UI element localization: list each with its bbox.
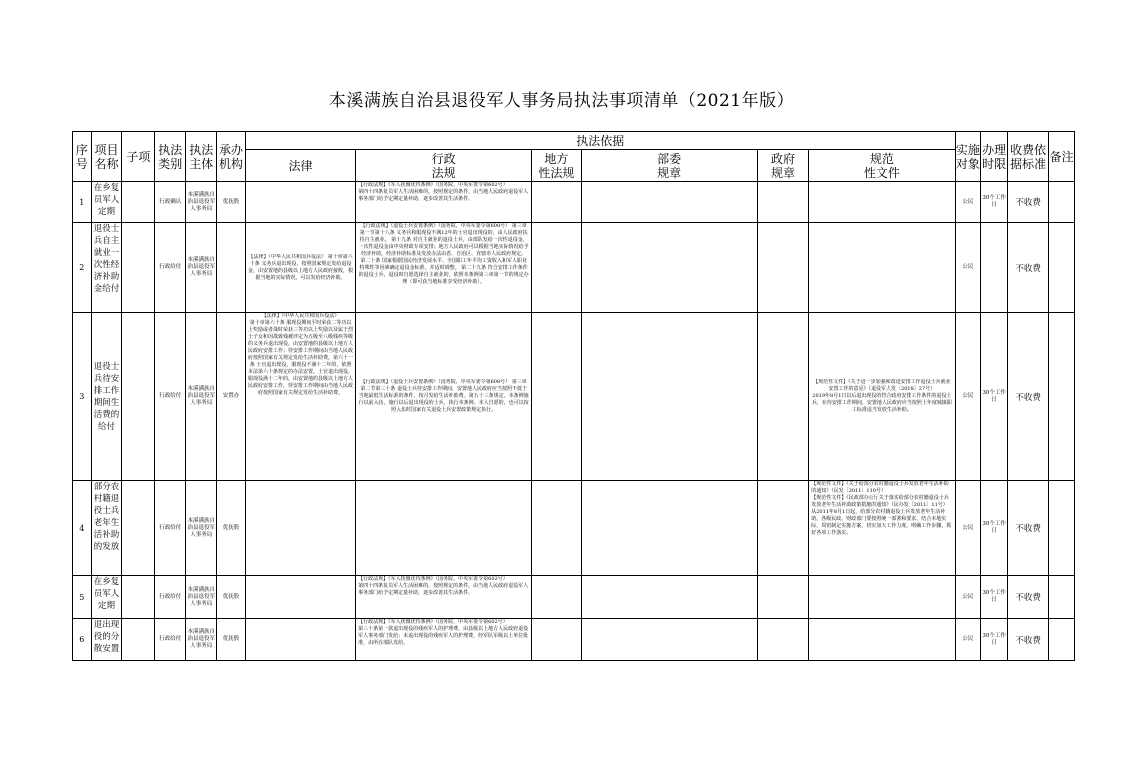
row-time-limit [981,223,1008,313]
table-row [73,481,1075,576]
row-basis-dept [581,576,757,619]
row-law-subject: 本溪满族自治县退役军人事务局 [186,619,217,661]
row-time-limit: 30个工作日 [981,619,1008,661]
row-host-org: 安置办 [217,313,246,481]
row-fee: 不收费 [1008,576,1049,619]
row-basis-admin: 【行政法规】《军人抚恤优待条例》（国务院、中央军委令第602号） 第四十四条复员军人生活困难的，按照规定的条件，由当地人民政府退役军人事务部门给予定期定量补助，逐步改善其生活条件。 [358,182,529,202]
row-target: 公民 [955,313,981,481]
row-basis-dept [581,223,757,313]
header-basis-gov: 政府 规章 [757,150,808,182]
row-seq: 4 [73,481,92,576]
header-host-org: 承办机构 [217,132,246,182]
table-row [73,182,1075,223]
row-host-org: 优抚股 [217,481,246,576]
row-target: 公民 [955,182,981,223]
header-fee-basis: 收费依据标准 [1008,132,1049,182]
row-basis-norm [809,619,955,661]
row-basis-norm [809,182,955,223]
row-basis-admin: 【行政法规】《军人抚恤优待条例》（国务院、中央军委令第602号） 第三十条第一款退出现役的残疾军人的护理费，由县级以上地方人民政府退役军人事务部门发给；未退出现役的残疾军人的护理费，经军队军级以上单位批准，由所在部队发给。 [358,619,529,646]
row-item-name: 部分农村籍退役士兵老年生活补助的发放 [93,482,120,552]
row-law-type: 行政给付 [155,576,186,619]
row-law-subject: 本溪满族自治县退役军人事务局 [186,481,217,576]
row-item-name: 退役士兵待安排工作期间生活费的给付 [93,361,120,432]
row-seq: 1 [73,182,92,223]
row-fee: 不收费 [1008,481,1049,576]
row-sub-item [122,223,155,313]
row-time-limit: 30个工作日 [981,182,1008,223]
header-item-name: 项目名称 [91,132,122,182]
row-remark [1049,481,1075,576]
header-basis-law: 法律 [245,150,355,182]
row-law-type: 行政给付 [155,223,186,313]
header-seq: 序号 [73,132,92,182]
row-basis-law [245,576,355,619]
row-basis-dept [581,619,757,661]
row-law-subject: 本溪满族自治县退役军人事务局 [186,182,217,223]
row-basis-gov [757,223,808,313]
row-sub-item [122,481,155,576]
row-sub-item [122,619,155,661]
row-basis-law [245,182,355,223]
header-law-basis: 执法依据 [245,132,955,150]
header-target: 实施对象 [955,132,981,182]
row-basis-dept [581,313,757,481]
header-time-limit: 办理时限 [981,132,1008,182]
row-remark [1049,182,1075,223]
row-basis-gov [757,182,808,223]
row-item-name: 退出现役的分散安置 [93,620,120,654]
row-sub-item [122,182,155,223]
header-basis-norm: 规范 性文件 [809,150,955,182]
row-seq: 2 [73,223,92,313]
row-fee: 不收费 [1008,223,1049,313]
row-target: 公民 [955,576,981,619]
row-law-type: 行政给付 [155,619,186,661]
row-host-org [217,223,246,313]
row-basis-norm: 【规范性文件】《关于给部分农村籍退役士兵发放老年生活补助的通知》（民发〔2011〕110号） 【规范性文件】《民政部办公厅关于落实给部分农村籍退役士兵发放老年生活补助政策措施的通知》（民办发〔2011〕11号） 从2011年8月1日起，给部分农村籍退役士兵发放老年生活补助。各级民政、财政部门要按照统一部署和要求，结合本地实际，周密制定实施方案，切实加大工作力度，明确工作步骤，抓好各项工作落实。 [811,481,952,536]
row-basis-gov [757,481,808,576]
row-seq: 5 [73,576,92,619]
row-basis-admin: 【行政法规】《退役士兵安置条例》（国务院、中央军委令第608号） 第三章第二节第三十条 退役士兵待安排工作期间，安置地人民政府应当按照不低于当地最低生活标准的条件，按月发给生活补助费。第五十三条规定，本条例施行以前入伍，施行以后退出现役的士兵，执行本条例。本人自愿的，也可以按照入伍时国家有关退役士兵安置政策规定执行。 [358,379,529,413]
row-target: 公民 [955,619,981,661]
row-basis-local [532,223,581,313]
row-host-org: 优抚股 [217,182,246,223]
row-law-type: 行政给付 [155,313,186,481]
row-fee: 不收费 [1008,313,1049,481]
row-time-limit: 30个工作日 [981,576,1008,619]
row-seq: 6 [73,619,92,661]
row-basis-norm [809,223,955,313]
row-basis-local [532,481,581,576]
row-item-name: 退役士兵自主就业一次性经济补助金给付 [93,224,120,294]
row-law-subject: 本溪满族自治县退役军人事务局 [186,576,217,619]
row-basis-local [532,619,581,661]
row-law-subject: 本溪满族自治县退役军人事务局 [186,223,217,313]
row-seq: 3 [73,313,92,481]
header-basis-admin: 行政 法规 [356,150,532,182]
row-remark [1049,576,1075,619]
table-row [73,619,1075,661]
row-remark [1049,223,1075,313]
row-basis-admin: 【行政法规】《退役士兵安置条例》（国务院、中央军委令第608号） 第三章第一节第十八条 义务兵和服现役不满12年的士官退出现役的，由人民政府扶持自主就业。 第十九条 对自主就业的退役士兵，由部队发给一次性退役金，一次性退役金由中央财政专项安排；地方人民政府可以根据当地实际情况给予经济补助，经济补助标准及发放办法由省、自治区、直辖市人民政府规定。 第二十条 国家根据国民经济发展水平、全国职工年平均工资收入和军人职业特殊性等因素确定退役金标准，并适时调整。 第二十九条 符合安排工作条件的退役士兵，退役时自愿选择自主就业的，依照本条例第三章第一节的规定办理（即可获当地标准享受经济补助）。 [358,223,529,285]
row-fee: 不收费 [1008,619,1049,661]
row-law-type: 行政给付 [155,481,186,576]
table-row [73,223,1075,313]
row-fee: 不收费 [1008,182,1049,223]
row-time-limit: 30个工作日 [981,481,1008,576]
row-basis-gov [757,619,808,661]
row-item-name: 在乡复员军人定期 [93,577,120,611]
row-remark [1049,619,1075,661]
row-basis-admin [356,481,532,576]
row-remark [1049,313,1075,481]
row-sub-item [122,313,155,481]
row-basis-law: 【法律】《中华人民共和国兵役法》 第十章第六十条 服现役期间平时荣获二等功以上奖励或者战时荣获三等功以上奖励以及属于烈士子女和因战致残被评定为五级至八级残疾等级的义务兵退出现役，由安置地的县级以上地方人民政府安排工作；待安排工作期间由当地人民政府按照国家有关规定发给生活补助费。第六十一条 士官退出现役，服现役不满十二年的，依照本法第六十条规定的办法安置。士官退出现役，服现役满十二年的，由安置地的县级以上地方人民政府安排工作，待安排工作期间由当地人民政府按照国家有关规定发给生活补助费。 [248,313,354,396]
row-basis-law [245,481,355,576]
table-row [73,313,1075,481]
header-basis-dept: 部委 规章 [581,150,757,182]
row-basis-norm: 【规范性文件】《关于进一步加强和改进安排工作退役士兵就业安置工作的意见》（退役军人发〔2018〕27号） 2019年8月1日以后退出现役的符合政府安排工作条件的退役士兵，在待安排工作期间，安置地人民政府应当按照上年度城镇职工标准适当发放生活补助。 [811,379,952,413]
page-title: 本溪满族自治县退役军人事务局执法事项清单（2021年版） [328,91,795,111]
row-basis-local [532,182,581,223]
row-item-name: 在乡复员军人定期 [93,183,120,217]
row-target: 公民 [955,481,981,576]
row-sub-item [122,576,155,619]
row-host-org: 优抚股 [217,576,246,619]
row-time-limit: 30个工作日 [981,313,1008,481]
row-law-subject: 本溪满族自治县退役军人事务局 [186,313,217,481]
header-basis-local: 地方 性法规 [532,150,581,182]
table-row [73,576,1075,619]
row-basis-local [532,313,581,481]
row-basis-law [245,619,355,661]
row-basis-dept [581,182,757,223]
row-law-type: 行政确认 [155,182,186,223]
header-law-type: 执法类别 [155,132,186,182]
header-sub-item: 子项 [122,132,155,182]
row-basis-norm [809,576,955,619]
row-host-org: 优抚股 [217,619,246,661]
law-enforcement-table [72,131,1075,661]
row-basis-admin: 【行政法规】《军人抚恤优待条例》（国务院、中央军委令第602号） 第四十四条复员军人生活困难的，按照规定的条件，由当地人民政府退役军人事务部门给予定期定量补助，逐步改善其生活条件。 [358,576,529,596]
header-remark: 备注 [1049,132,1075,182]
header-law-subject: 执法主体 [186,132,217,182]
row-basis-gov [757,313,808,481]
row-basis-gov [757,576,808,619]
row-basis-law: 【法律】《中华人民共和国兵役法》 第十章第六十条 义务兵退出现役，按照国家规定发给退役金，由安置地的县级以上地方人民政府接收，根据当地的实际情况，可以发给经济补助。 [248,253,354,281]
row-basis-local [532,576,581,619]
row-target: 公民 [955,223,981,313]
row-basis-dept [581,481,757,576]
